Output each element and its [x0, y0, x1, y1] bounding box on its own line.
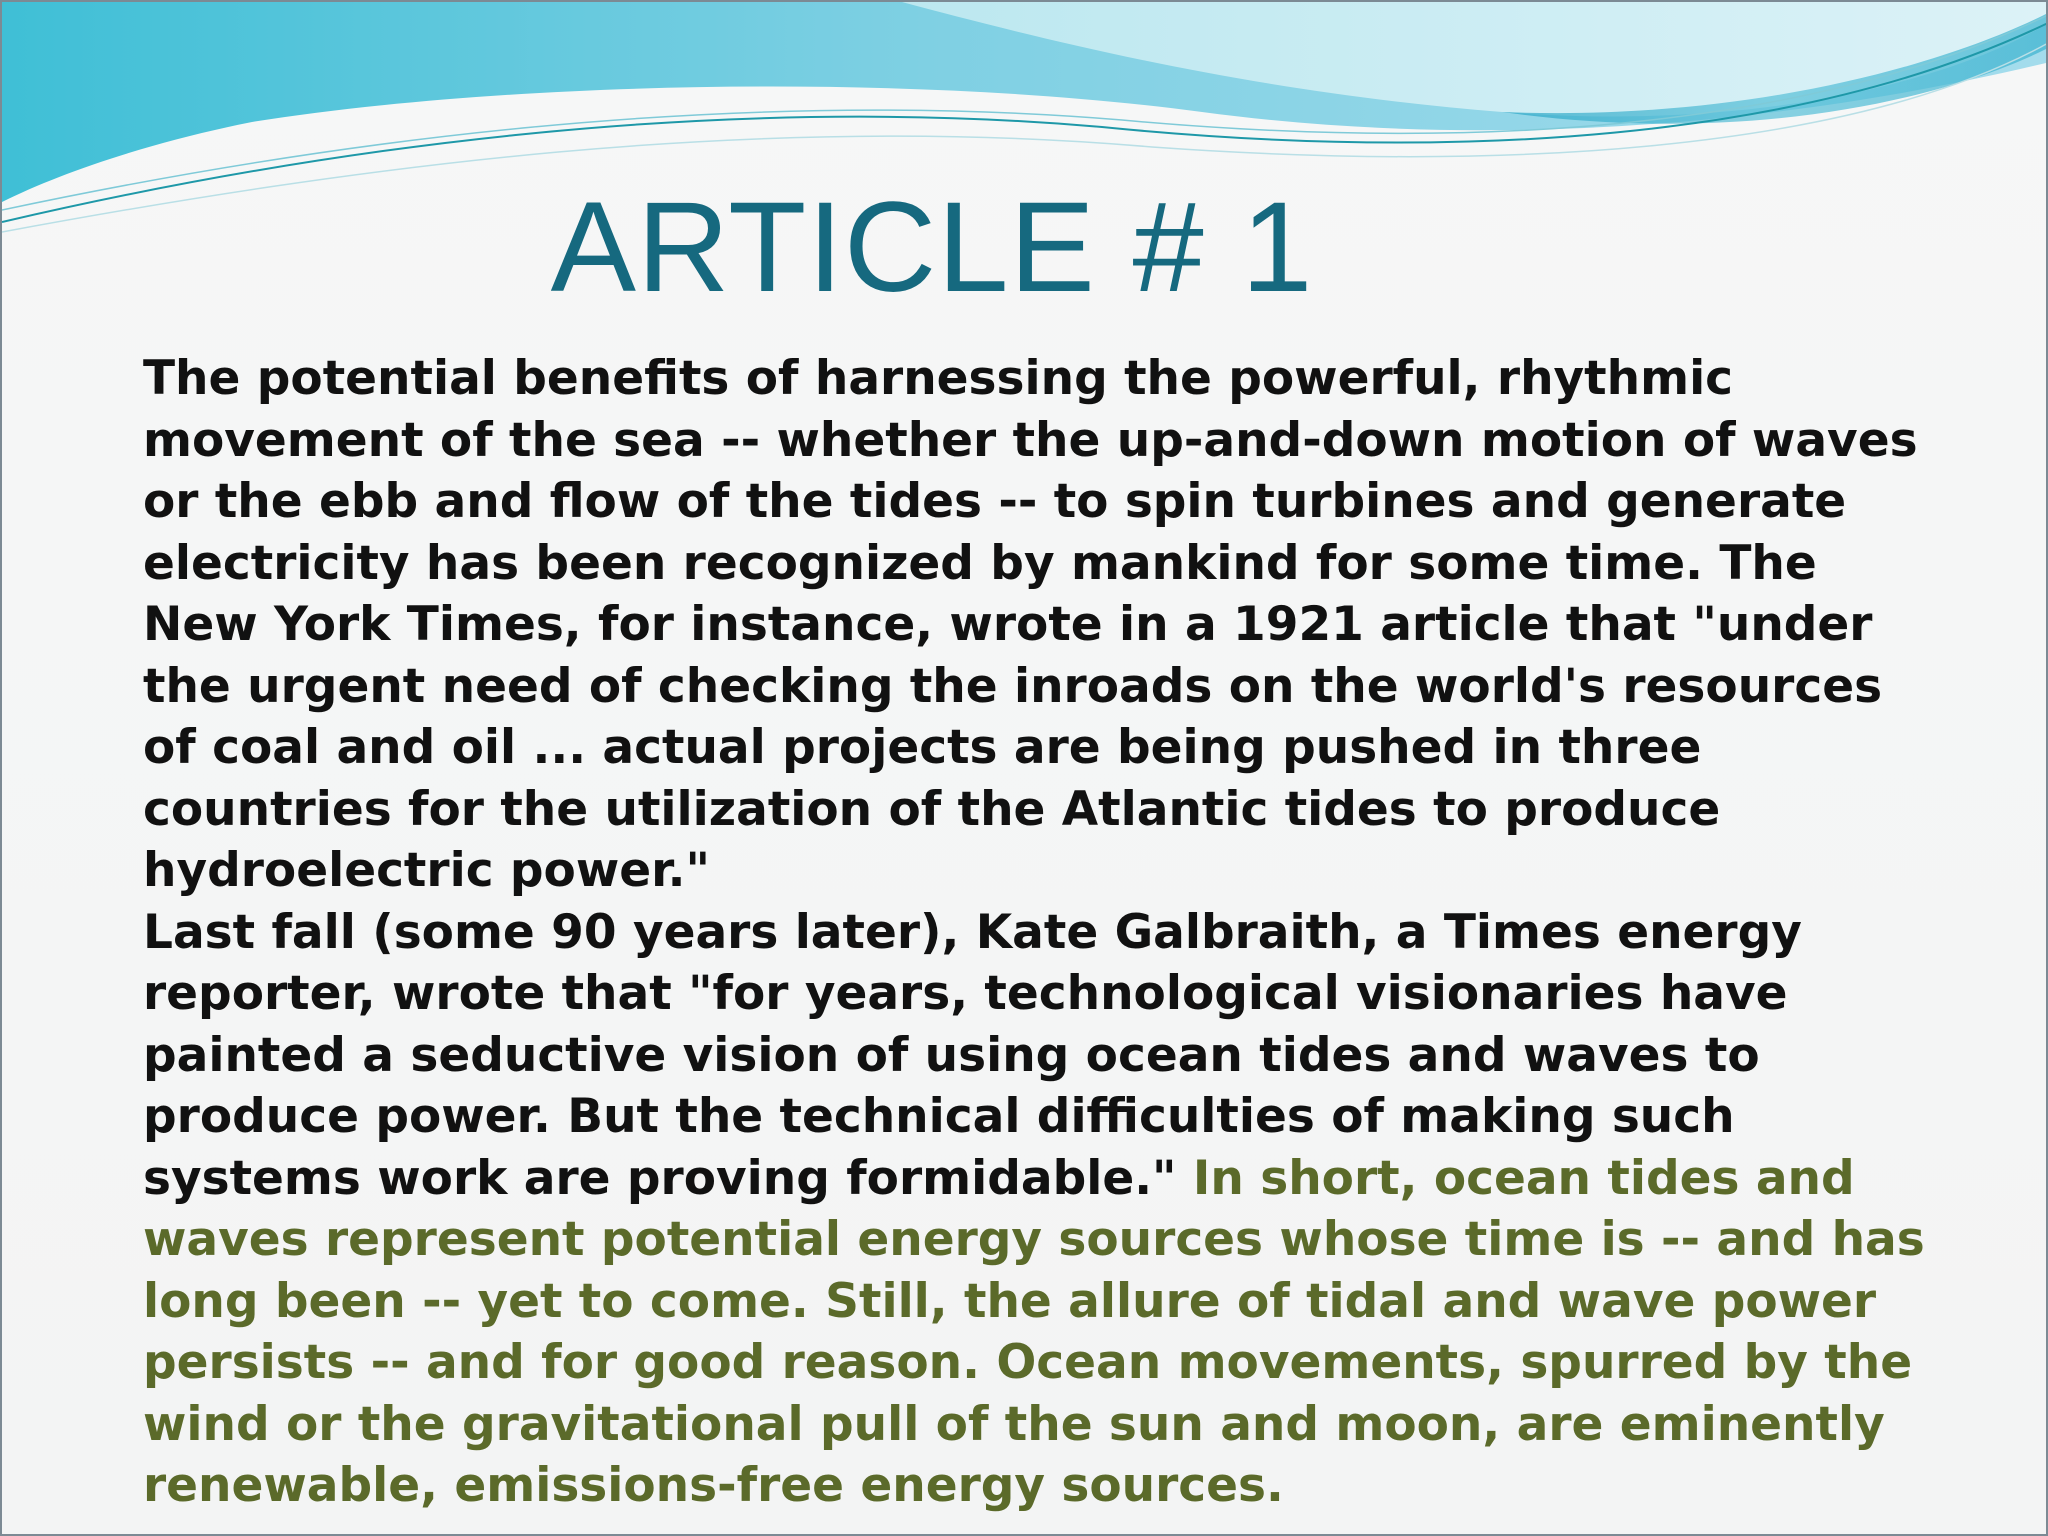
article-body — [143, 348, 1933, 1517]
paragraph-2-summary: In short, ocean tides and waves represent potential energy sources whose time is -- and has long been -- yet to come. Still, the allure of tidal and wave power persists -- and for good reason. Ocean movements, spurred by the wind or the gravitational pull of the sun and moon, are eminently renewable, emissions-free energy sources. — [143, 1150, 1925, 1513]
paragraph-2 — [143, 902, 1933, 1517]
slide-title: ARTICLE # 1 — [550, 176, 1314, 319]
paragraph-1: The potential benefits of harnessing the powerful, rhythmic movement of the sea -- whether the up-and-down motion of waves or the ebb and flow of the tides -- to spin turbines and generate electricity has been recognized by mankind for some time. The New York Times, for instance, wrote in a 1921 article that "under the urgent need of checking the inroads on the world's resources of coal and oil ... actual projects are being pushed in three countries for the utilization of the Atlantic tides to produce hydroelectric power." — [143, 351, 1918, 898]
paragraph-2-quote: Last fall (some 90 years later), Kate Galbraith, a Times energy reporter, wrote that "for years, technological visionaries have painted a seductive vision of using ocean tides and waves to produce power. But the technical difficulties of making such systems work are proving formidable." — [143, 904, 1802, 1206]
